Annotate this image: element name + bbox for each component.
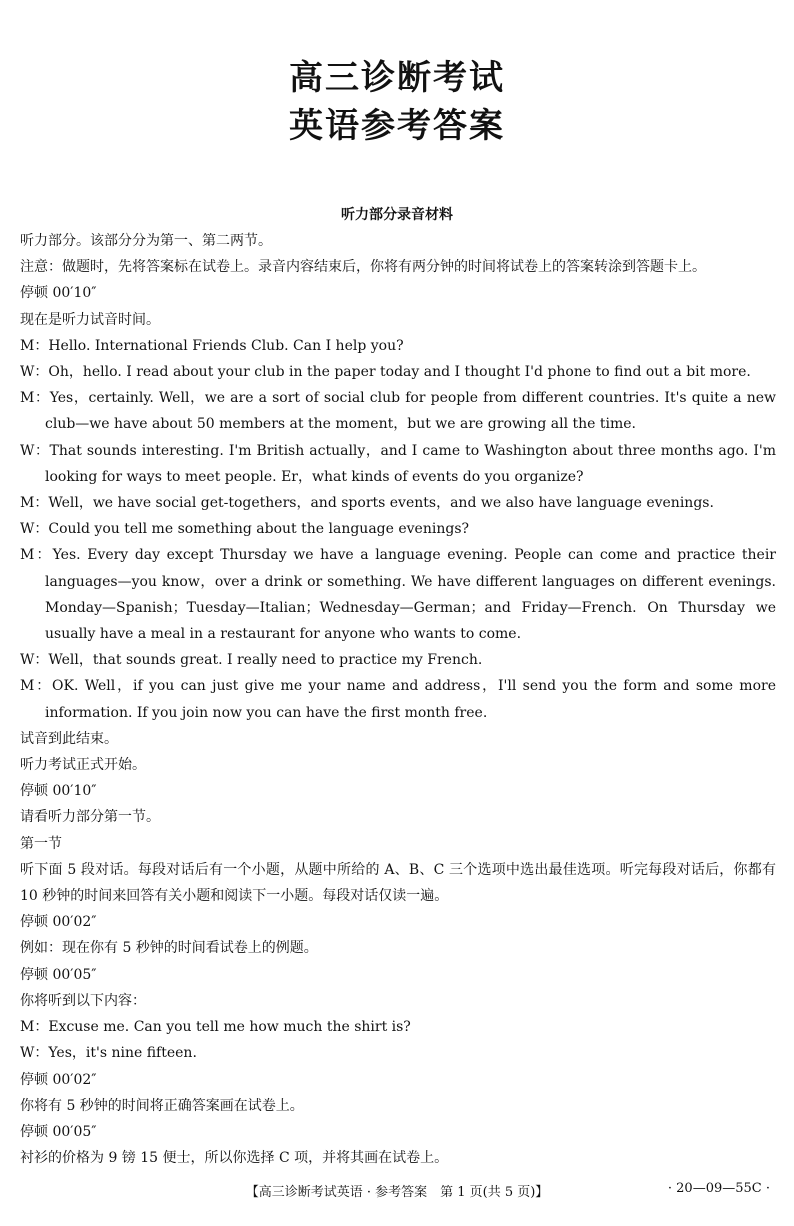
section-label: 第一节 <box>20 835 62 852</box>
dialogue-line: M：Hello. International Friends Club. Can I help you? <box>20 337 404 354</box>
paragraph: 试音到此结束。 <box>20 730 118 747</box>
dialogue-line: M：Yes，certainly. Well，we are a sort of social club for people from different countries. It's quite a new club—we have about 50 members at the moment，but we are growing all the time. <box>20 390 776 433</box>
page-footer <box>0 1181 794 1203</box>
dialogue-line: W：Could you tell me something about the language evenings? <box>20 521 470 538</box>
transcript-body <box>20 228 776 1171</box>
dialogue-line: M：OK. Well，if you can just give me your name and address，I'll send you the form and some more information. If you join now you can have the first month free. <box>20 678 776 721</box>
paragraph: 请看听力部分第一节。 <box>20 809 160 826</box>
instructions: 听下面 5 段对话。每段对话后有一个小题，从题中所给的 A、B、C 三个选项中选出最佳选项。听完每段对话后，你都有 10 秒钟的时间来回答有关小题和阅读下一小题。每段对话仅读一遍。 <box>20 861 776 905</box>
pause-marker: 停顿 00′02″ <box>20 1071 97 1088</box>
paragraph: 听力部分。该部分分为第一、第二两节。 <box>20 233 272 249</box>
dialogue-line: M：Yes. Every day except Thursday we have a language evening. People can come and practice their languages—you know，over a drink or something. We have different languages on different evenings. Monday—Spanish；Tuesday—Italian；Wednesday—German；and Friday—French. On Thursday we usually have a meal in a restaurant for anyone who wants to come. <box>20 547 776 643</box>
paragraph: 注意：做题时，先将答案标在试卷上。录音内容结束后，你将有两分钟的时间将试卷上的答案转涂到答题卡上。 <box>20 259 706 276</box>
section-heading: 听力部分录音材料 <box>341 207 453 223</box>
dialogue-line: M：Well，we have social get-togethers，and sports events，and we also have language evenings. <box>20 495 714 512</box>
footer-page-info: 【高三诊断考试英语 · 参考答案 第 1 页(共 5 页)】 <box>245 1185 549 1200</box>
footer-code: · 20—09—55C · <box>667 1181 770 1196</box>
exam-title: 高三诊断考试 <box>289 58 505 98</box>
paragraph: 你将听到以下内容： <box>20 992 146 1009</box>
dialogue-line: W：Yes，it's nine fifteen. <box>20 1045 197 1062</box>
pause-marker: 停顿 00′10″ <box>20 285 97 302</box>
paragraph: 现在是听力试音时间。 <box>20 311 160 328</box>
exam-subtitle: 英语参考答案 <box>289 106 505 146</box>
dialogue-line: W：Oh，hello. I read about your club in the paper today and I thought I'd phone to find out a bit more. <box>20 364 751 381</box>
dialogue-line: M：Excuse me. Can you tell me how much the shirt is? <box>20 1019 411 1036</box>
pause-marker: 停顿 00′02″ <box>20 914 97 931</box>
dialogue-line: W：That sounds interesting. I'm British actually，and I came to Washington about three months ago. I'm looking for ways to meet people. Er，what kinds of events do you organize? <box>20 442 776 485</box>
paragraph: 听力考试正式开始。 <box>20 757 146 774</box>
paragraph: 例如：现在你有 5 秒钟的时间看试卷上的例题。 <box>20 940 318 957</box>
paragraph: 你将有 5 秒钟的时间将正确答案画在试卷上。 <box>20 1097 304 1114</box>
dialogue-line: W：Well，that sounds great. I really need to practice my French. <box>20 652 483 669</box>
pause-marker: 停顿 00′10″ <box>20 783 97 800</box>
paragraph: 衬衫的价格为 9 镑 15 便士，所以你选择 C 项，并将其画在试卷上。 <box>20 1150 449 1167</box>
pause-marker: 停顿 00′05″ <box>20 1123 97 1140</box>
pause-marker: 停顿 00′05″ <box>20 966 97 983</box>
